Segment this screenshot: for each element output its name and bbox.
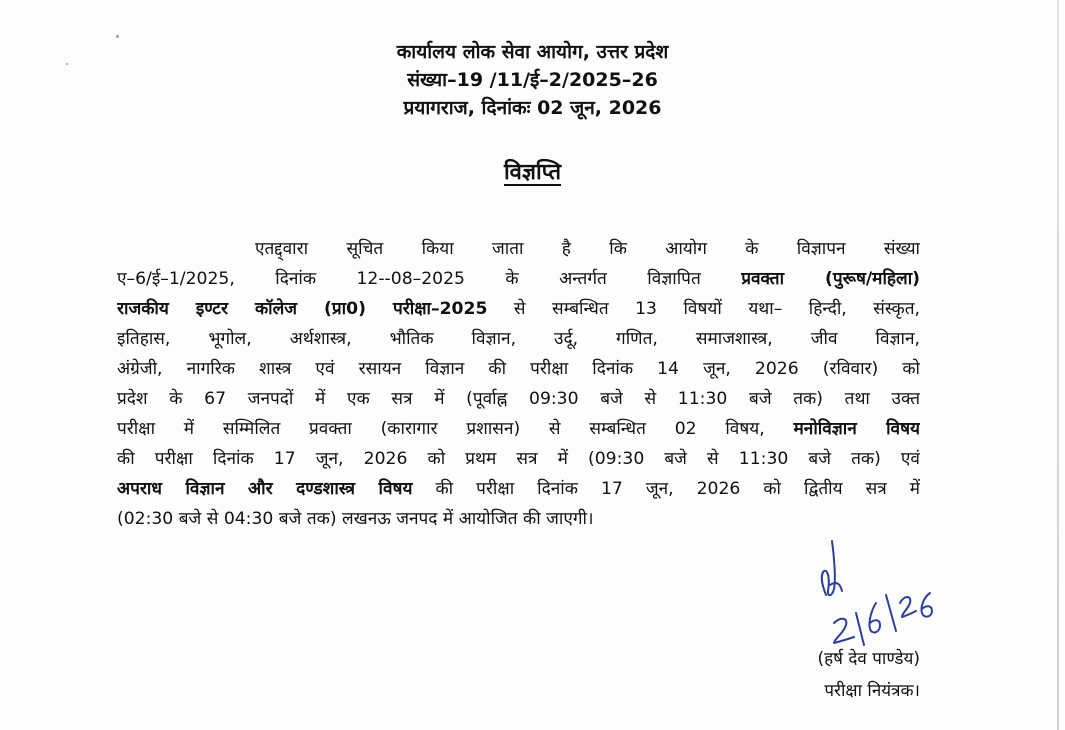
body-line	[117, 264, 920, 294]
body-text-segment: की परीक्षा दिनांक 17 जून, 2026 को द्वितीय सत्र में	[412, 479, 920, 499]
body-text-bold: राजकीय इण्टर कॉलेज (प्रा0) परीक्षा–2025	[117, 299, 488, 319]
body-line	[117, 324, 920, 354]
office-name: कार्यालय लोक सेवा आयोग, उत्तर प्रदेश	[396, 41, 669, 63]
body-text-segment: से सम्बन्धित 13 विषयों यथा– हिन्दी, संस्कृत,	[487, 299, 920, 319]
body-text-bold: मनोविज्ञान विषय	[793, 419, 920, 439]
reference-number: संख्या–19 /11/ई–2/2025–26	[407, 69, 658, 91]
signatory-name: (हर्ष देव पाण्डेय)	[817, 649, 920, 669]
body-text-segment: एतद्द्वारा सूचित किया जाता है कि आयोग के विज्ञापन संख्या	[255, 239, 920, 259]
notice-title-text: विज्ञप्ति	[503, 160, 562, 185]
body-line	[117, 414, 920, 444]
place-and-date: प्रयागराज, दिनांकः 02 जून, 2026	[403, 97, 662, 119]
body-text-segment: प्रदेश के 67 जनपदों में एक सत्र में (पूर्वाह्न 09:30 बजे से 11:30 बजे तक) तथा उक्त	[117, 389, 920, 409]
body-line	[117, 474, 920, 504]
body-text-bold: अपराध विज्ञान और दण्डशास्त्र विषय	[117, 479, 413, 499]
signatory-designation: परीक्षा नियंत्रक।	[824, 681, 920, 701]
body-line	[117, 384, 920, 414]
body-text-segment: ए–6/ई–1/2025, दिनांक 12--08–2025 के अन्तर्गत विज्ञापित	[117, 269, 742, 289]
body-text-bold: प्रवक्ता (पुरूष/महिला)	[741, 269, 920, 289]
notice-body	[117, 234, 920, 534]
handwritten-signature	[790, 535, 950, 650]
body-text-segment: इतिहास, भूगोल, अर्थशास्त्र, भौतिक विज्ञान, उर्दू, गणित, समाजशास्त्र, जीव विज्ञान,	[117, 329, 920, 349]
body-line	[117, 444, 920, 474]
notice-title	[0, 156, 1065, 186]
body-line	[117, 294, 920, 324]
body-text-segment: अंग्रेजी, नागरिक शास्त्र एवं रसायन विज्ञान की परीक्षा दिनांक 14 जून, 2026 (रविवार) को	[117, 359, 920, 379]
body-line	[117, 354, 920, 384]
body-line	[117, 234, 920, 264]
body-text-segment: परीक्षा में सम्मिलित प्रवक्ता (कारागार प्रशासन) से सम्बन्धित 02 विषय,	[117, 419, 794, 439]
body-text-segment: (02:30 बजे से 04:30 बजे तक) लखनऊ जनपद में आयोजित की जाएगी।	[117, 509, 594, 529]
signatory-block	[730, 643, 920, 707]
document-header	[0, 38, 1065, 122]
body-text-segment: की परीक्षा दिनांक 17 जून, 2026 को प्रथम सत्र में (09:30 बजे से 11:30 बजे तक) एवं	[117, 449, 920, 469]
body-line	[117, 504, 920, 534]
